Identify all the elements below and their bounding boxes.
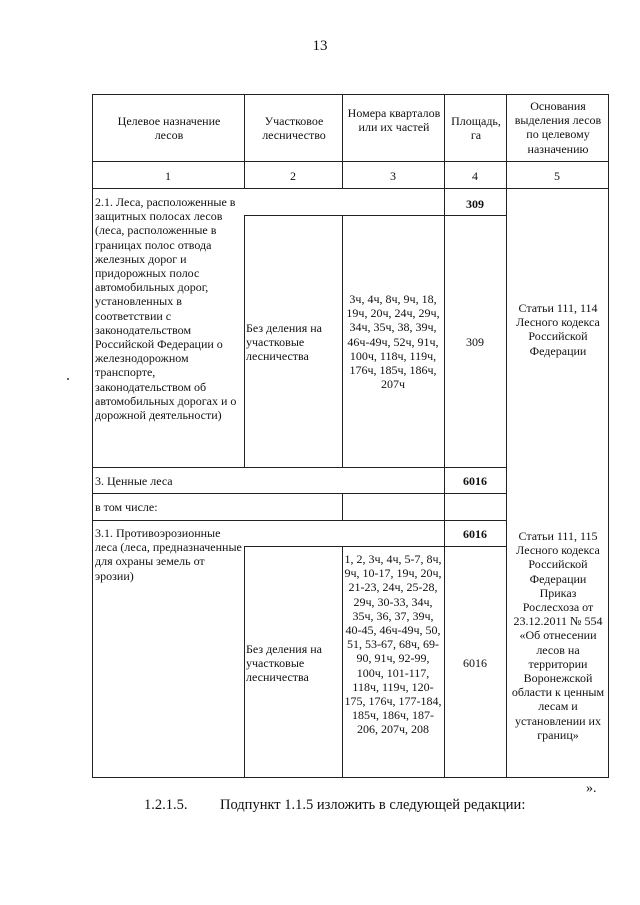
col2-divider-s21 <box>342 215 343 467</box>
clause-number: 1.2.1.5. <box>144 797 188 813</box>
col1-divider-s21 <box>244 215 245 467</box>
s3-basis: Статьи 111, 115 Лесного кодекса Российской Федерации Приказ Рослесхоза от 23.12.2011 № 554 «Об отнесении лесов на территории Воронежской области к ценным лесам и установлении их границ» <box>511 529 605 742</box>
colnum-4: 4 <box>472 169 478 183</box>
s21-title: 2.1. Леса, расположенные в защитных полосах лесов (леса, расположенные в границах полос отвода железных дорог и придорожных полос автомобильных дорог, установленных в соответствии с законодательством Российской Федерации о железнодорожном транспорте, законодательством об автомобильных дорогах и о дорожной деятельности) <box>95 195 237 423</box>
scan-speck <box>67 378 69 380</box>
colnum-1: 1 <box>165 169 171 183</box>
header-quarters: Номера кварталов или их частей <box>347 106 441 135</box>
s31-total: 6016 <box>463 527 487 541</box>
s31-forestry: Без деления на участковые лесничества <box>246 642 322 685</box>
header-purpose: Целевое назначение лесов <box>117 114 221 143</box>
s3-total: 6016 <box>463 474 487 488</box>
table-border-bottom <box>92 777 609 778</box>
col2-divider-incl <box>342 493 343 520</box>
s3-including: в том числе: <box>95 500 158 514</box>
clause-text: Подпункт 1.1.5 изложить в следующей редакции: <box>220 797 526 813</box>
closing-quote: ». <box>586 781 597 796</box>
s31-quarters: 1, 2, 3ч, 4ч, 5-7, 8ч, 9ч, 10-17, 19ч, 20ч, 21-23, 24ч, 25-28, 29ч, 30-33, 34ч, 35ч, 36, 37, 39ч, 40-45, 46ч-49ч, 50, 51, 53-67, 68ч, 69-90, 91ч, 92-99, 100ч, 101-117, 118ч, 119ч, 120-175, 176ч, 177-184, 185ч, 186ч, 187-206, 207ч, 208 <box>344 552 442 737</box>
forest-purpose-table <box>92 94 609 778</box>
table-border-top <box>92 94 609 95</box>
header-forestry: Участковое лесничество <box>262 114 326 143</box>
header-divider <box>92 161 609 162</box>
s21-area: 309 <box>466 335 484 349</box>
s21-total: 309 <box>466 197 484 211</box>
table-border-right <box>608 94 609 778</box>
col4-divider <box>506 94 507 778</box>
s3-title: 3. Ценные леса <box>95 474 173 488</box>
s21-quarters: 3ч, 4ч, 8ч, 9ч, 18, 19ч, 20ч, 24ч, 29ч, 34ч, 35ч, 38, 39ч, 46ч-49ч, 52ч, 91ч, 100ч, 118ч, 119ч, 176ч, 185ч, 186ч, 207ч <box>346 292 440 392</box>
col1-divider-s31 <box>244 546 245 777</box>
s21-basis: Статьи 111, 114 Лесного кодекса Российской Федерации <box>516 301 600 358</box>
s21-total-divider <box>244 215 506 216</box>
page-number: 13 <box>312 38 328 54</box>
s31-total-divider <box>244 546 506 547</box>
header-area: Площадь, га <box>451 114 501 143</box>
s31-area: 6016 <box>463 656 487 670</box>
s21-forestry: Без деления на участковые лесничества <box>246 321 322 364</box>
colnum-3: 3 <box>390 169 396 183</box>
table-border-left <box>92 94 93 778</box>
colnum-divider <box>92 188 609 189</box>
col2-divider-s31 <box>342 546 343 777</box>
colnum-5: 5 <box>554 169 560 183</box>
header-basis: Основания выделения лесов по целевому назначению <box>514 99 602 156</box>
s31-title: 3.1. Противоэрозионные леса (леса, предназначенные для охраны земель от эрозии) <box>95 526 242 583</box>
colnum-2: 2 <box>290 169 296 183</box>
